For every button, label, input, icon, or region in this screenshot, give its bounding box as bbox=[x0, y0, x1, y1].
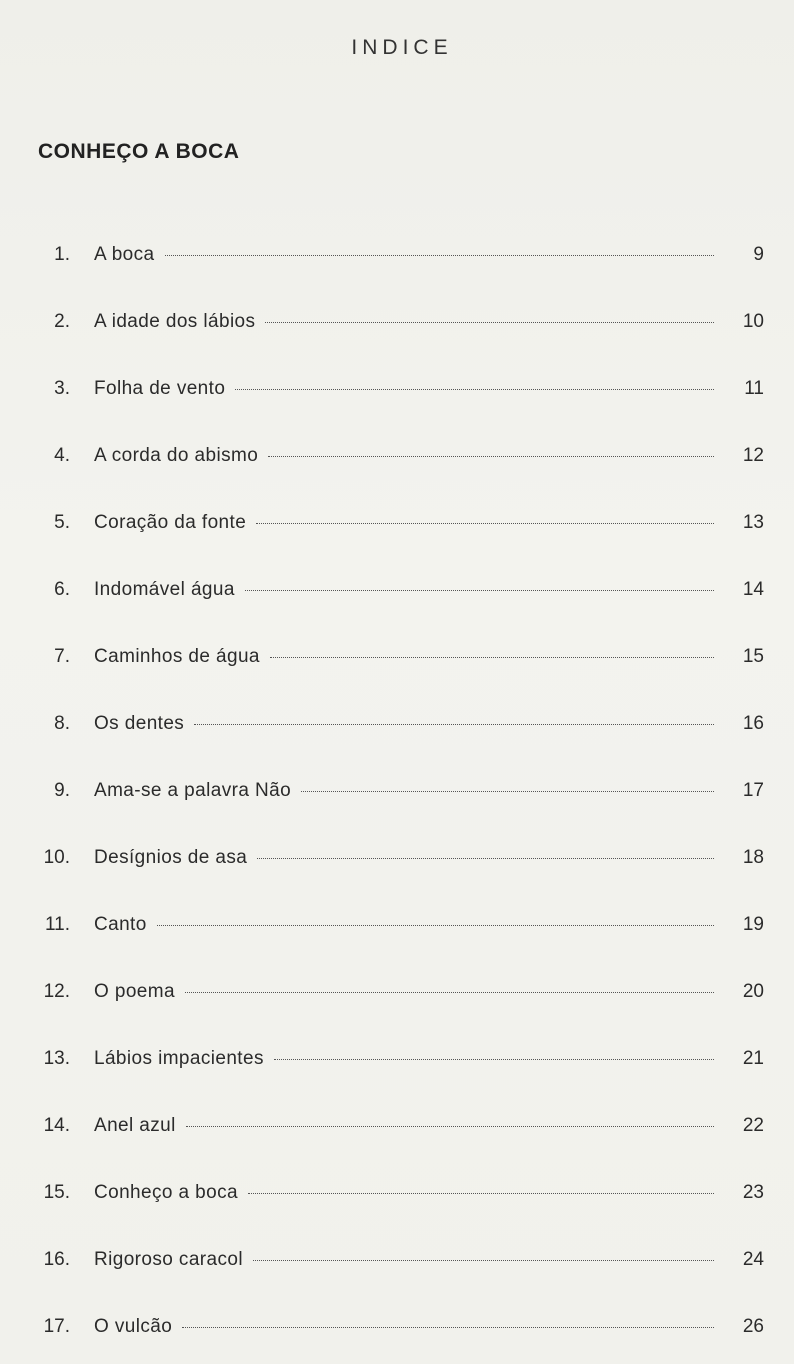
dot-leader bbox=[253, 1260, 714, 1261]
page-title: INDICE bbox=[351, 36, 453, 59]
toc-entry bbox=[0, 776, 794, 810]
dot-leader bbox=[248, 1193, 714, 1194]
entry-page-number: 21 bbox=[742, 1048, 764, 1069]
entry-title: O vulcão bbox=[94, 1316, 173, 1337]
entry-page-number: 26 bbox=[742, 1316, 764, 1337]
entry-number: 3. bbox=[54, 378, 70, 399]
entry-title: Coração da fonte bbox=[94, 512, 247, 533]
entry-page-number: 22 bbox=[742, 1115, 764, 1136]
dot-leader bbox=[194, 724, 714, 725]
dot-leader bbox=[165, 255, 714, 256]
entry-page-number: 14 bbox=[742, 579, 764, 600]
toc-entry bbox=[0, 307, 794, 341]
entry-title: Lábios impacientes bbox=[94, 1048, 264, 1069]
entry-page-number: 23 bbox=[742, 1182, 764, 1203]
entry-number: 10. bbox=[43, 847, 70, 868]
toc-entry bbox=[0, 1312, 794, 1346]
entry-title: A corda do abismo bbox=[94, 445, 259, 466]
entry-title: A idade dos lábios bbox=[94, 311, 256, 332]
toc-entry bbox=[0, 709, 794, 743]
entry-page-number: 13 bbox=[742, 512, 764, 533]
toc-entry bbox=[0, 374, 794, 408]
entry-title: Caminhos de água bbox=[94, 646, 260, 667]
dot-leader bbox=[257, 858, 714, 859]
entry-page-number: 12 bbox=[742, 445, 764, 466]
dot-leader bbox=[185, 992, 714, 993]
entry-page-number: 18 bbox=[742, 847, 764, 868]
entry-page-number: 19 bbox=[742, 914, 764, 935]
entry-number: 2. bbox=[54, 311, 70, 332]
dot-leader bbox=[256, 523, 714, 524]
toc-entry bbox=[0, 441, 794, 475]
entry-title: O poema bbox=[94, 981, 175, 1002]
entry-title: Folha de vento bbox=[94, 378, 226, 399]
dot-leader bbox=[186, 1126, 714, 1127]
entry-number: 15. bbox=[43, 1182, 70, 1203]
entry-title: Anel azul bbox=[94, 1115, 176, 1136]
entry-number: 17. bbox=[43, 1316, 70, 1337]
entry-title: Desígnios de asa bbox=[94, 847, 248, 868]
entry-number: 13. bbox=[43, 1048, 70, 1069]
toc-entry bbox=[0, 508, 794, 542]
dot-leader bbox=[270, 657, 714, 658]
entry-number: 7. bbox=[54, 646, 70, 667]
entry-number: 6. bbox=[54, 579, 70, 600]
entry-number: 11. bbox=[44, 914, 70, 935]
entry-page-number: 24 bbox=[742, 1249, 764, 1270]
dot-leader bbox=[301, 791, 714, 792]
toc-entry bbox=[0, 1178, 794, 1212]
entry-page-number: 16 bbox=[742, 713, 764, 734]
entry-title: Conheço a boca bbox=[94, 1182, 238, 1203]
section-title: CONHEÇO A BOCA bbox=[38, 140, 240, 163]
toc-entry bbox=[0, 977, 794, 1011]
entry-page-number: 10 bbox=[742, 311, 764, 332]
toc-entry bbox=[0, 642, 794, 676]
toc-entry bbox=[0, 1044, 794, 1078]
toc-entry bbox=[0, 240, 794, 274]
entry-title: Indomável água bbox=[94, 579, 235, 600]
toc-entry bbox=[0, 1245, 794, 1279]
entry-number: 8. bbox=[54, 713, 70, 734]
toc-entry bbox=[0, 1111, 794, 1145]
toc-entry bbox=[0, 910, 794, 944]
toc-entry bbox=[0, 575, 794, 609]
dot-leader bbox=[245, 590, 714, 591]
dot-leader bbox=[235, 389, 714, 390]
entry-page-number: 11 bbox=[744, 378, 764, 399]
entry-page-number: 15 bbox=[742, 646, 764, 667]
entry-number: 5. bbox=[54, 512, 70, 533]
dot-leader bbox=[157, 925, 714, 926]
entry-page-number: 17 bbox=[742, 780, 764, 801]
entry-number: 12. bbox=[43, 981, 70, 1002]
entry-page-number: 9 bbox=[753, 244, 764, 265]
entry-title: Os dentes bbox=[94, 713, 185, 734]
dot-leader bbox=[265, 322, 714, 323]
entry-title: Canto bbox=[94, 914, 147, 935]
entry-title: A boca bbox=[94, 244, 155, 265]
entry-number: 14. bbox=[43, 1115, 70, 1136]
entry-title: Ama-se a palavra Não bbox=[94, 780, 292, 801]
dot-leader bbox=[182, 1327, 714, 1328]
entry-title: Rigoroso caracol bbox=[94, 1249, 243, 1270]
entry-number: 16. bbox=[43, 1249, 70, 1270]
entry-number: 1. bbox=[54, 244, 70, 265]
dot-leader bbox=[268, 456, 714, 457]
dot-leader bbox=[274, 1059, 714, 1060]
entry-number: 9. bbox=[54, 780, 70, 801]
entry-page-number: 20 bbox=[742, 981, 764, 1002]
toc-entry bbox=[0, 843, 794, 877]
entry-number: 4. bbox=[54, 445, 70, 466]
